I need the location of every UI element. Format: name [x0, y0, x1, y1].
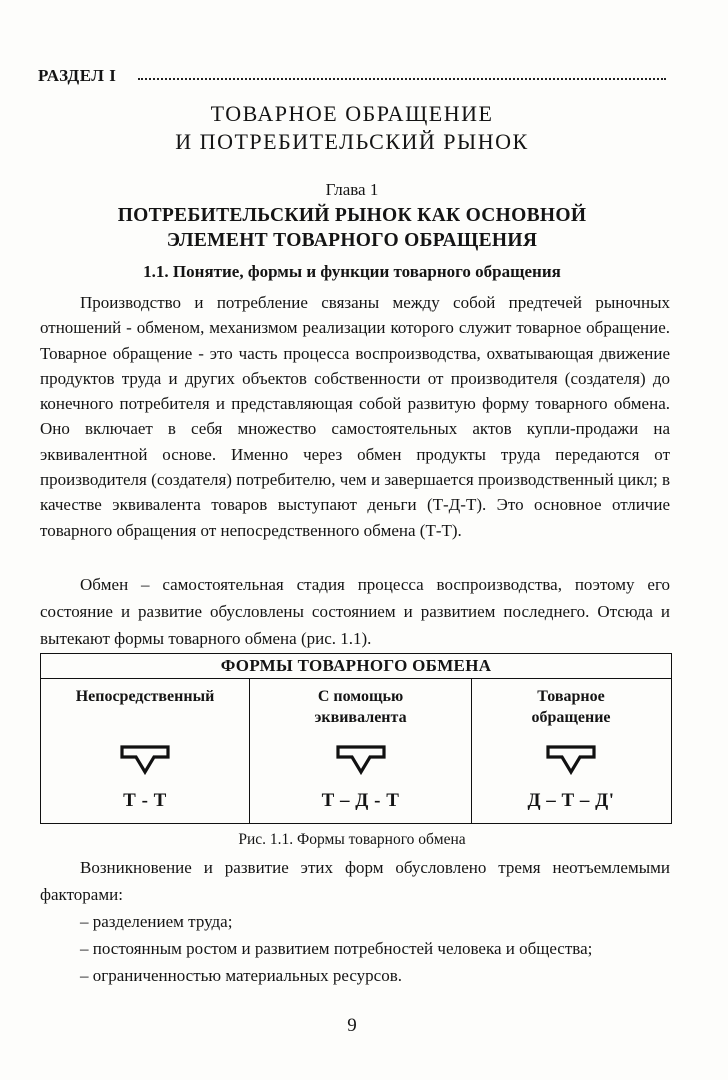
- section-label: РАЗДЕЛ I: [38, 66, 117, 85]
- down-arrow-icon: [545, 742, 597, 778]
- column-name-line: обращение: [531, 709, 611, 726]
- chapter-title-line: ЭЛЕМЕНТ ТОВАРНОГО ОБРАЩЕНИЯ: [166, 230, 538, 251]
- chapter-title: [38, 203, 666, 253]
- factors-list: [40, 908, 670, 989]
- exchange-forms-figure: [40, 653, 672, 824]
- list-item: – постоянным ростом и развитием потребностей человека и общества;: [80, 939, 593, 958]
- body-paragraph: Возникновение и развитие этих форм обусловлено тремя неотъемлемыми факторами:: [40, 858, 670, 904]
- figure-header: ФОРМЫ ТОВАРНОГО ОБМЕНА: [41, 654, 671, 679]
- section-rule: [138, 78, 666, 80]
- column-name-line: С помощью: [317, 688, 404, 705]
- column-name: [472, 686, 670, 728]
- figure-column-equivalent: [249, 678, 471, 823]
- column-name-line: эквивалента: [314, 709, 407, 726]
- part-title-line: И ПОТРЕБИТЕЛЬСКИЙ РЫНОК: [175, 129, 529, 154]
- figure-column-direct: [41, 678, 249, 823]
- column-name-line: Товарное: [537, 688, 605, 705]
- figure-column-circulation: [471, 678, 670, 823]
- column-formula: Т - Т: [123, 790, 167, 811]
- column-formula: Д – Т – Д': [527, 790, 615, 811]
- column-formula: Т – Д - Т: [321, 790, 400, 811]
- figure-caption: Рис. 1.1. Формы товарного обмена: [238, 831, 466, 848]
- chapter-label: Глава 1: [325, 180, 379, 199]
- chapter-title-line: ПОТРЕБИТЕЛЬСКИЙ РЫНОК КАК ОСНОВНОЙ: [117, 205, 587, 226]
- section-header: [38, 66, 666, 88]
- page-number: 9: [347, 1015, 357, 1036]
- list-item: – ограниченностью материальных ресурсов.: [80, 966, 402, 985]
- part-title-line: ТОВАРНОЕ ОБРАЩЕНИЕ: [210, 101, 494, 126]
- part-title: [38, 100, 666, 156]
- column-name-line: Непосредственный: [75, 688, 215, 705]
- down-arrow-icon: [335, 742, 387, 778]
- body-paragraph: Обмен – самостоятельная стадия процесса воспроизводства, поэтому его состояние и развитие обусловлены состоянием и развитием последнего. Отсюда и вытекают формы товарного обмена (рис. 1.1).: [40, 575, 670, 648]
- subsection-title: 1.1. Понятие, формы и функции товарного обращения: [143, 262, 561, 281]
- column-name: [41, 686, 249, 707]
- down-arrow-icon: [119, 742, 171, 778]
- list-item: – разделением труда;: [80, 912, 233, 931]
- column-name: [250, 686, 471, 728]
- body-paragraph: Производство и потребление связаны между собой предтечей рыночных отношений - обменом, механизмом реализации которого служит товарное обращение. Товарное обращение - это часть процесса воспроизводства, охватывающая движение продуктов труда и других объектов собственности от производителя (создателя) до конечного потребителя и представляющая собой развитую форму товарного обмена. Оно включает в себя множество самостоятельных актов купли-продажи на эквивалентной основе. Именно через обмен продукты труда передаются от производителя (создателя) потребителю, чем и завершается производственный цикл; в качестве эквивалента товаров выступают деньги (Т-Д-Т). Это основное отличие товарного обращения от непосредственного обмена (Т-Т).: [40, 293, 670, 540]
